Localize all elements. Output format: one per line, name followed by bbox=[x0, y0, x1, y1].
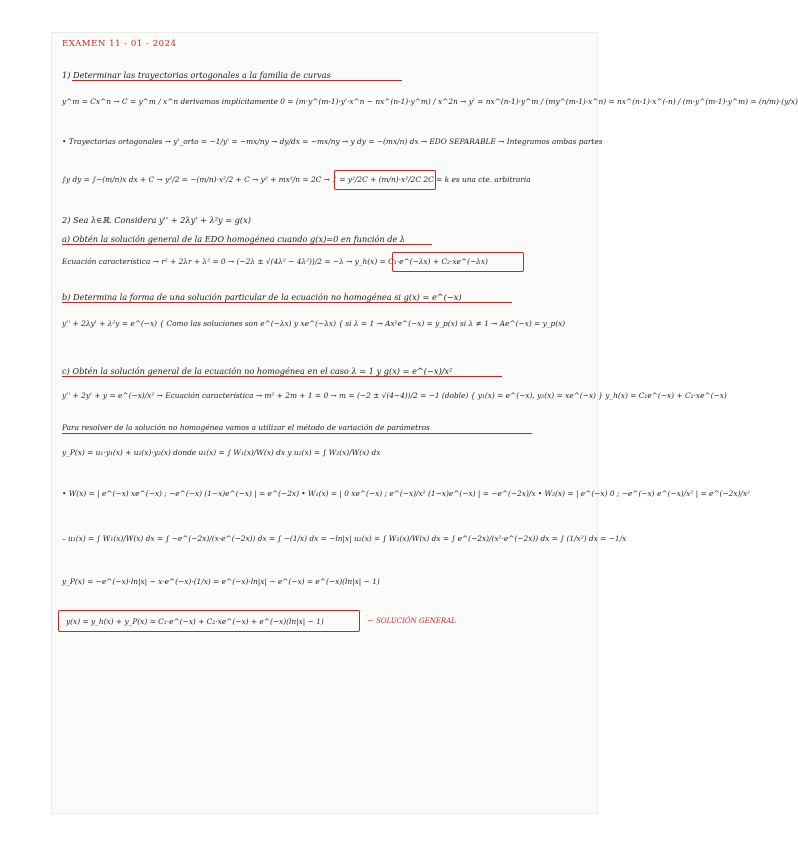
heading-underline bbox=[62, 302, 512, 303]
part-a-heading: a) Obtén la solución general de la EDO homogénea cuando g(x)=0 en función de λ bbox=[62, 234, 406, 244]
integration-line: ∫y dy = ∫−(m/n)x dx + C → y²/2 = −(m/n)·x²/2 + C → y² + mx²/n = 2C → 1 = y²/2C + (m/n)·x²/2C 2C = k es una cte. arbitraria bbox=[62, 175, 531, 184]
derivation-line: y^m = Cx^n → C = y^m / x^n derivamos implícitamente 0 = (m·y^(m-1)·y'·x^n − nx^(n-1)·y^m) / x^2n → y' = nx^(n-1)·y^m / (my^(m-1)·x^n) = nx^(n-1)·x^(-n) / (m·y^(m-1)·y^m) = (n/m)·(y/x) bbox=[62, 97, 798, 106]
particular-solution-line: y_P(x) = −e^(−x)·ln|x| − x·e^(−x)·(1/x) = e^(−x)·ln|x| − e^(−x) = e^(−x)(ln|x| − 1) bbox=[62, 577, 380, 586]
method-note: Para resolver de la solución no homogénea vamos a utilizar el método de variación de parámetros bbox=[62, 423, 430, 432]
orthogonal-line: • Trayectorias ortogonales → y'_orto = −1/y' = −mx/ny → dy/dx = −mx/ny → y dy = −(mx/n) dx → EDO SEPARABLE → Integramos ambas partes bbox=[62, 137, 603, 146]
characteristic-equation-line: Ecuación característica → r² + 2λr + λ² = 0 → (−2λ ± √(4λ² − 4λ²))/2 = −λ → y_h(x) = C₁·e^(−λx) + C₂·xe^(−λx) bbox=[62, 257, 488, 266]
heading-underline bbox=[62, 244, 432, 245]
notebook-page bbox=[52, 33, 798, 813]
heading-underline bbox=[62, 433, 532, 434]
general-solution: y(x) = y_h(x) + y_P(x) = C₁·e^(−x) + C₂·xe^(−x) + e^(−x)(ln|x| − 1) bbox=[66, 617, 324, 626]
u-functions-line: – u₁(x) = ∫ W₁(x)/W(x) dx = ∫ −e^(−2x)/(x·e^(−2x)) dx = ∫ −(1/x) dx = −ln|x| u₂(x) = ∫ W₂(x)/W(x) dx = ∫ e^(−2x)/(x²·e^(−2x)) dx = ∫ (1/x²) dx = −1/x bbox=[62, 534, 627, 543]
heading-underline bbox=[72, 80, 402, 81]
question-2-heading: 2) Sea λ∈ℝ. Considera y'' + 2λy' + λ²y = g(x) bbox=[62, 215, 251, 225]
particular-form-line: y'' + 2λy' + λ²y = e^(−x) { Como las soluciones son e^(−λx) y xe^(−λx) { si λ = 1 → Ax²e^(−x) = y_p(x) si λ ≠ 1 → Ae^(−x) = y_p(x) bbox=[62, 319, 566, 328]
general-solution-label: ← SOLUCIÓN GENERAL bbox=[368, 617, 456, 625]
variation-parameters-line: y_P(x) = u₁·y₁(x) + u₂(x)·y₂(x) donde u₁(x) = ∫ W₁(x)/W(x) dx y u₂(x) = ∫ W₂(x)/W(x) dx bbox=[62, 448, 381, 457]
question-1-heading: 1) Determinar las trayectorias ortogonales a la familia de curvas bbox=[62, 70, 331, 80]
result-box bbox=[334, 170, 436, 190]
wronskian-line: • W(x) = | e^(−x) xe^(−x) ; −e^(−x) (1−x)e^(−x) | = e^(−2x) • W₁(x) = | 0 xe^(−x) ; e^(−x)/x² (1−x)e^(−x) | = −e^(−2x)/x • W₂(x) = | e^(−x) 0 ; −e^(−x) e^(−x)/x² | = e^(−2x)/x² bbox=[62, 489, 751, 498]
result-box bbox=[392, 252, 524, 272]
part-c-heading: c) Obtén la solución general de la ecuación no homogénea en el caso λ = 1 y g(x) = e^(−x)/x² bbox=[62, 366, 453, 376]
heading-underline bbox=[62, 376, 502, 377]
general-solution-box bbox=[58, 610, 360, 632]
homogeneous-solution-line: y'' + 2y' + y = e^(−x)/x² → Ecuación característica → m² + 2m + 1 = 0 → m = (−2 ± √(4−4))/2 = −1 (doble) { y₁(x) = e^(−x), y₂(x) = xe^(−x) } y_h(x) = C₁e^(−x) + C₂·xe^(−x) bbox=[62, 391, 727, 400]
exam-title: EXAMEN 11 - 01 - 2024 bbox=[62, 39, 177, 49]
part-b-heading: b) Determina la forma de una solución particular de la ecuación no homogénea si g(x) = e^(−x) bbox=[62, 292, 462, 302]
